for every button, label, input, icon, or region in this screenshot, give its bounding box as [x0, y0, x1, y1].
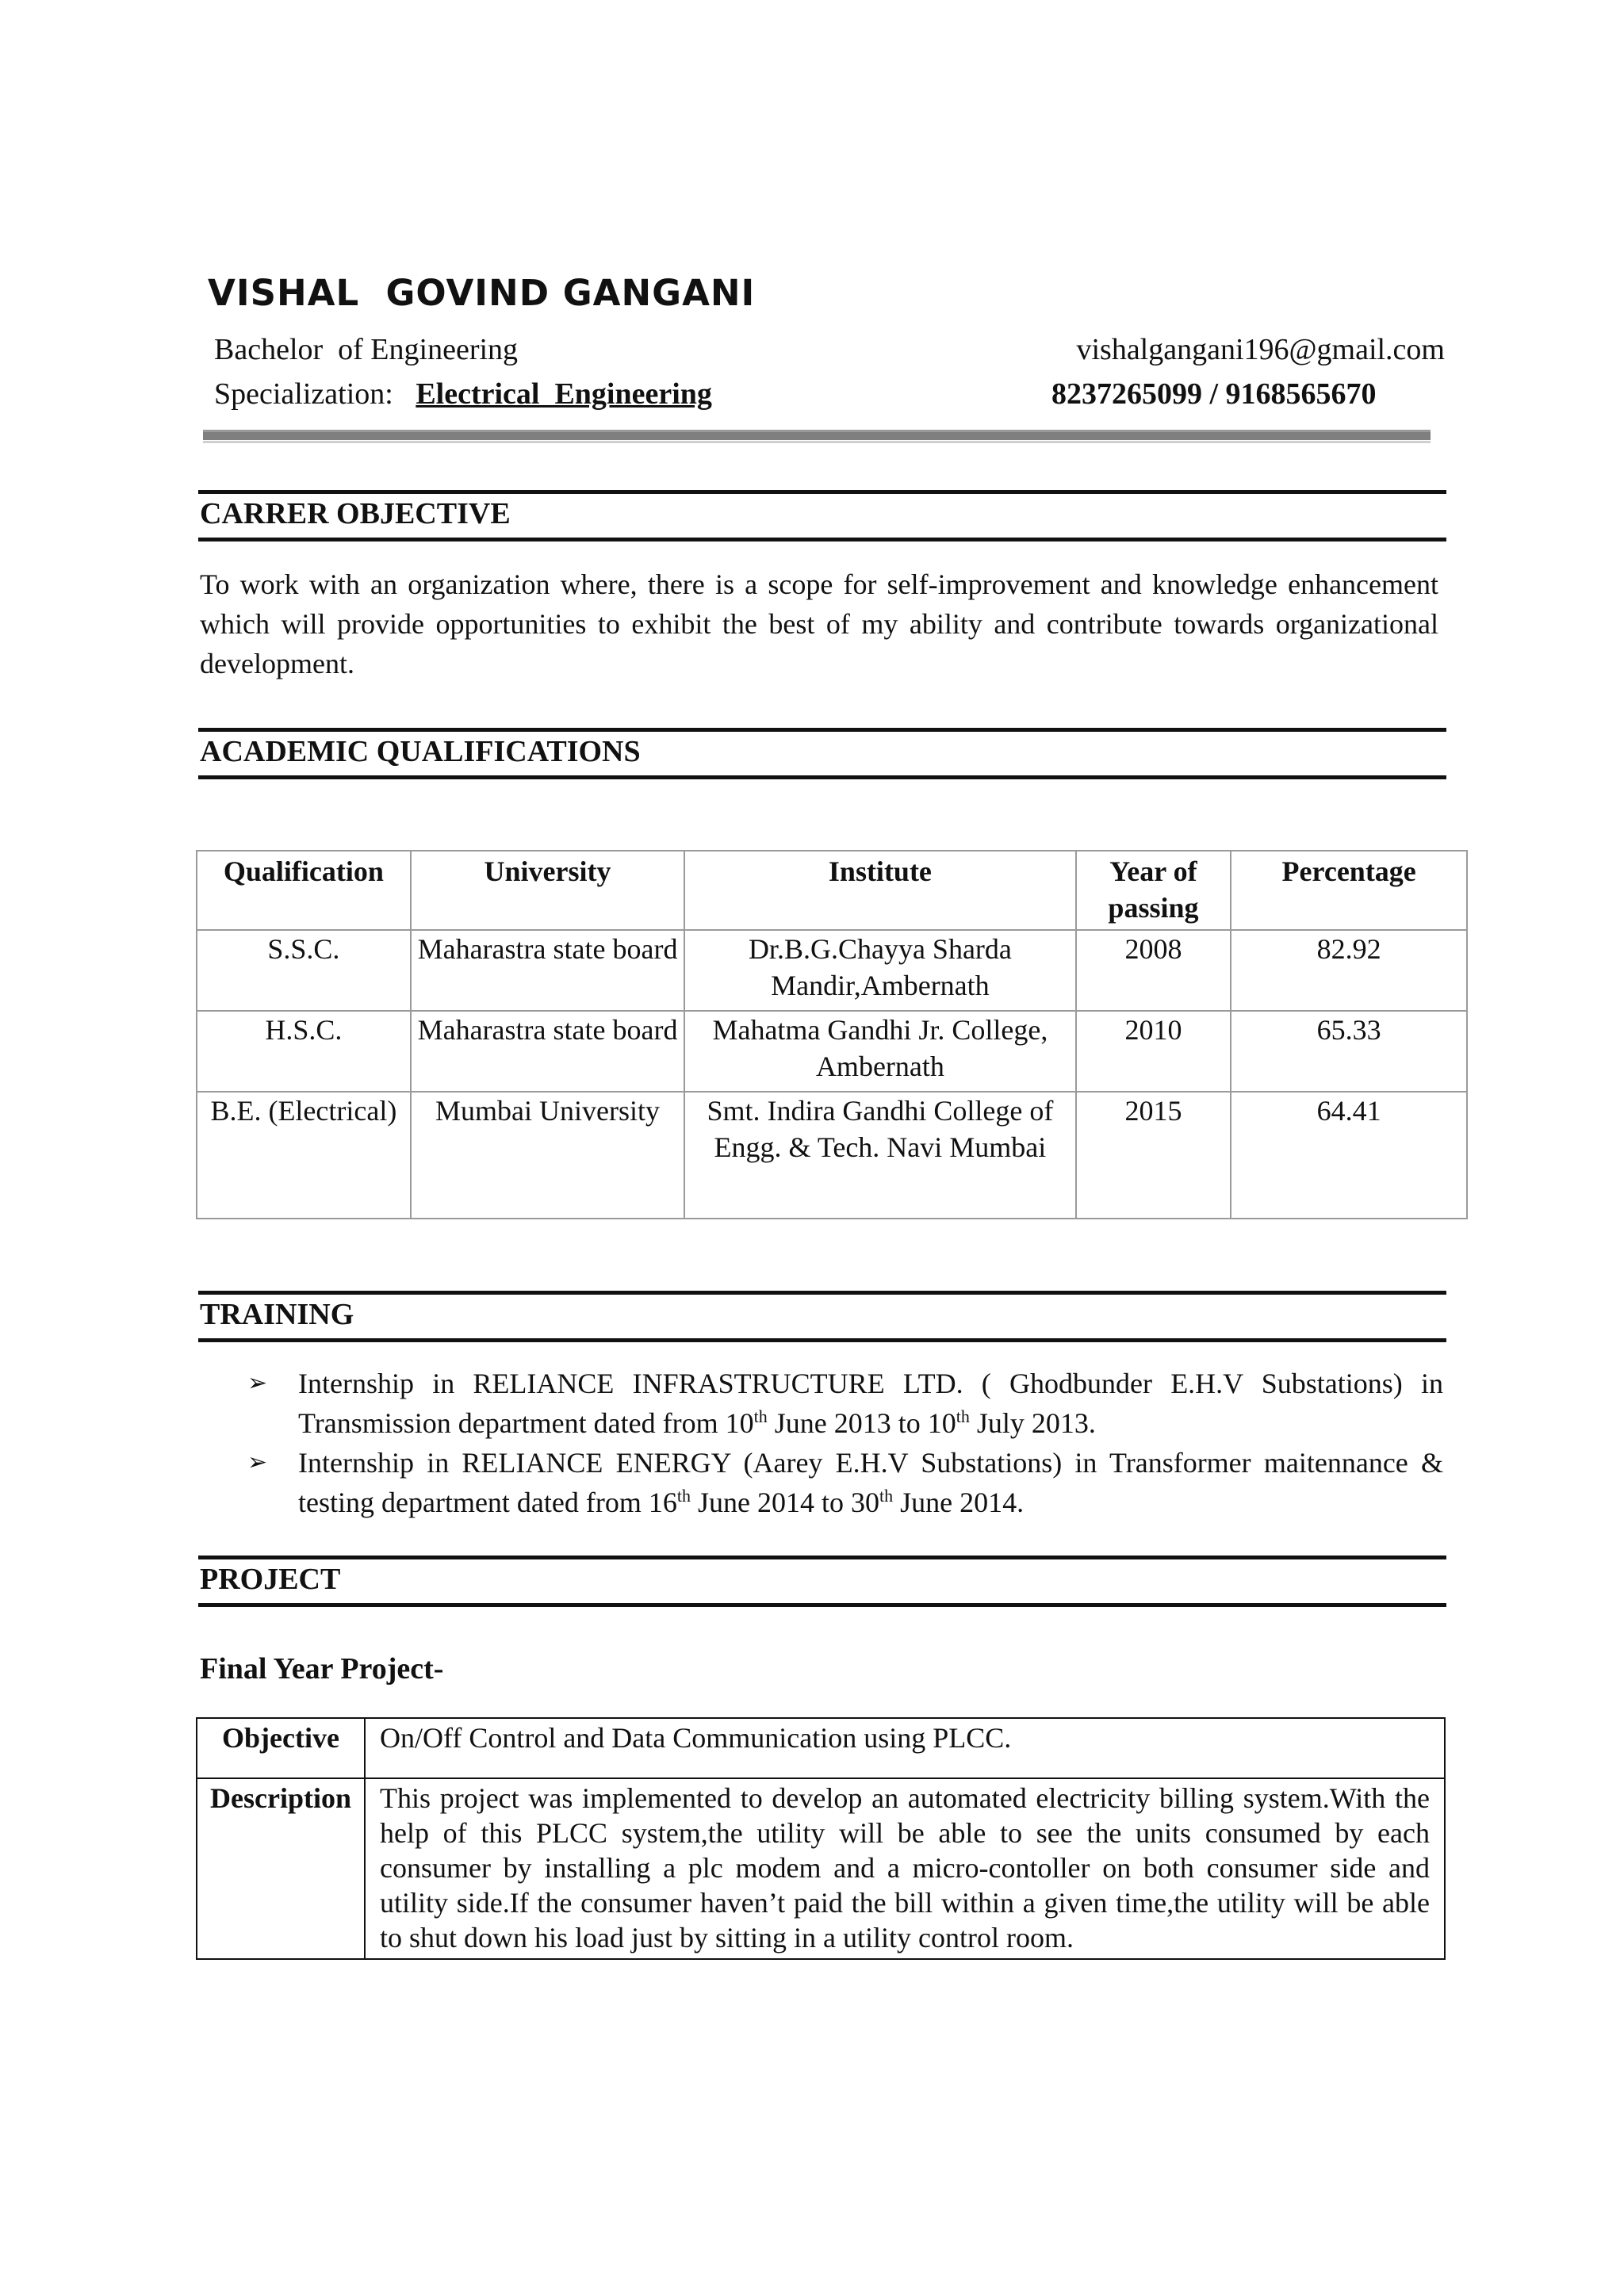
specialization	[214, 374, 712, 414]
table-row	[197, 1718, 1445, 1778]
specialization-value: Electrical Engineering	[416, 377, 712, 411]
section-rule-bottom	[198, 1603, 1446, 1607]
phone-numbers: 8237265099 / 9168565670	[1051, 377, 1377, 411]
section-rule-top	[198, 1556, 1446, 1559]
table-cell: 65.33	[1231, 1011, 1467, 1092]
section-rule-bottom	[198, 538, 1446, 541]
description-value: This project was implemented to develop an automated electricity billing system.With the help of this PLCC system,the utility will be able to see the units consumed by each consumer by installing a plc modem and a micro-contoller on both consumer side and utility side.If the consumer haven’t paid the bill within a given time,the utility will be able to shut down his load just by sitting in a utility control room.	[365, 1778, 1445, 1959]
list-item: ➢ Internship in RELIANCE INFRASTRUCTURE LTD. ( Ghodbunder E.H.V Substations) in Transmission department dated from 10th June 2013 to 10th July 2013.	[247, 1364, 1443, 1443]
table-row	[197, 1778, 1445, 1959]
table-cell: Mumbai University	[411, 1092, 684, 1219]
arrow-bullet-icon: ➢	[247, 1448, 268, 1476]
header-divider	[203, 430, 1431, 440]
table-cell: H.S.C.	[197, 1011, 411, 1092]
list-item: ➢ Internship in RELIANCE ENERGY (Aarey E.H.V Substations) in Transformer maitennance & testing department dated from 16th June 2014 to 30th June 2014.	[247, 1443, 1443, 1522]
specialization-label: Specialization:	[214, 377, 393, 411]
table-cell: S.S.C.	[197, 930, 411, 1011]
table-cell: Mahatma Gandhi Jr. College, Ambernath	[684, 1011, 1075, 1092]
section-title-academic: ACADEMIC QUALIFICATIONS	[200, 735, 641, 768]
column-header: Year of passing	[1076, 851, 1231, 930]
section-rule-bottom	[198, 775, 1446, 779]
table-cell: 82.92	[1231, 930, 1467, 1011]
table-row	[197, 930, 1467, 1011]
table-cell: 2015	[1076, 1092, 1231, 1219]
section-rule-bottom	[198, 1338, 1446, 1342]
section-title-objective: CARRER OBJECTIVE	[200, 497, 511, 530]
column-header: University	[411, 851, 684, 930]
table-cell: Maharastra state board	[411, 930, 684, 1011]
header-divider-shadow	[203, 441, 1431, 443]
arrow-bullet-icon: ➢	[247, 1369, 268, 1397]
candidate-name: VISHAL GOVIND GANGANI	[208, 272, 756, 314]
email-address: vishalgangani196@gmail.com	[1076, 333, 1445, 366]
project-table	[196, 1717, 1446, 1960]
column-header: Percentage	[1231, 851, 1467, 930]
objective-value: On/Off Control and Data Communication using PLCC.	[365, 1718, 1445, 1778]
table-cell: Maharastra state board	[411, 1011, 684, 1092]
table-header-row	[197, 851, 1467, 930]
table-cell: 2010	[1076, 1011, 1231, 1092]
column-header: Qualification	[197, 851, 411, 930]
academic-table	[196, 850, 1468, 1219]
section-rule-top	[198, 1291, 1446, 1295]
project-subtitle: Final Year Project-	[200, 1652, 444, 1686]
degree: Bachelor of Engineering	[214, 333, 519, 366]
table-cell: 64.41	[1231, 1092, 1467, 1219]
section-title-project: PROJECT	[200, 1563, 341, 1596]
column-header: Institute	[684, 851, 1075, 930]
objective-text: To work with an organization where, there is a scope for self-improvement and knowledge enhancement which will provide opportunities to exhibit the best of my ability and contribute towards organizational development.	[200, 568, 1438, 679]
objective-label: Objective	[197, 1718, 365, 1778]
table-row	[197, 1011, 1467, 1092]
table-cell: 2008	[1076, 930, 1231, 1011]
description-label: Description	[197, 1778, 365, 1959]
table-row	[197, 1092, 1467, 1219]
table-cell: Smt. Indira Gandhi College of Engg. & Tech. Navi Mumbai	[684, 1092, 1075, 1219]
table-cell: Dr.B.G.Chayya Sharda Mandir,Ambernath	[684, 930, 1075, 1011]
section-title-training: TRAINING	[200, 1298, 354, 1331]
table-cell: B.E. (Electrical)	[197, 1092, 411, 1219]
training-list	[247, 1364, 1443, 1522]
